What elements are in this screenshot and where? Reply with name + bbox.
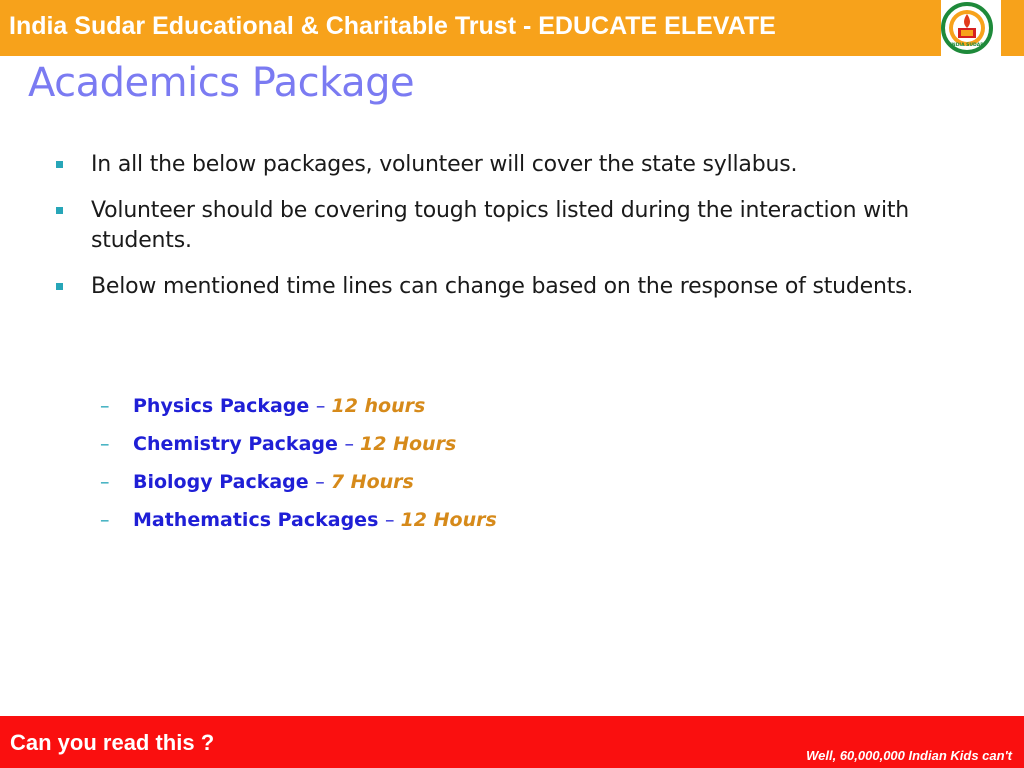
footer-bar (0, 716, 1024, 768)
package-name: Biology Package (133, 471, 309, 493)
square-bullet-icon (56, 161, 63, 168)
package-name: Chemistry Package (133, 433, 338, 455)
package-item (0, 468, 497, 506)
package-name: Physics Package (133, 395, 310, 417)
bullet-item (0, 272, 1024, 302)
package-duration: 12 hours (331, 395, 426, 417)
package-list (0, 392, 497, 544)
package-duration: 12 Hours (400, 509, 497, 531)
bullet-text: Below mentioned time lines can change based on the response of students. (91, 274, 914, 299)
dash-bullet-icon: – (100, 395, 110, 417)
package-separator: – (385, 509, 401, 531)
package-separator: – (315, 471, 331, 493)
package-name: Mathematics Packages (133, 509, 379, 531)
header-bar (0, 0, 1024, 56)
package-duration: 7 Hours (330, 471, 414, 493)
square-bullet-icon (56, 283, 63, 290)
package-duration: 12 Hours (360, 433, 457, 455)
package-item (0, 392, 497, 430)
dash-bullet-icon: – (100, 509, 110, 531)
footer-tagline: Well, 60,000,000 Indian Kids can't (806, 748, 1012, 763)
bullet-text: Volunteer should be covering tough topics listed during the interaction with students. (91, 198, 910, 253)
dash-bullet-icon: – (100, 433, 110, 455)
footer-question: Can you read this ? (10, 730, 215, 755)
package-separator: – (344, 433, 361, 455)
header-title: India Sudar Educational & Charitable Trust - EDUCATE ELEVATE (9, 12, 776, 40)
dash-bullet-icon: – (100, 471, 110, 493)
bullet-text: In all the below packages, volunteer will cover the state syllabus. (91, 152, 798, 177)
bullet-item (0, 150, 1024, 180)
square-bullet-icon (56, 207, 63, 214)
package-item (0, 430, 497, 468)
india-sudar-logo-icon (941, 0, 1001, 56)
package-separator: – (315, 395, 332, 417)
bullet-list (0, 150, 1024, 318)
logo-text: INDIA SUDAR (950, 43, 984, 48)
slide-title: Academics Package (28, 60, 415, 106)
bullet-item (0, 196, 1024, 256)
package-item (0, 506, 497, 544)
